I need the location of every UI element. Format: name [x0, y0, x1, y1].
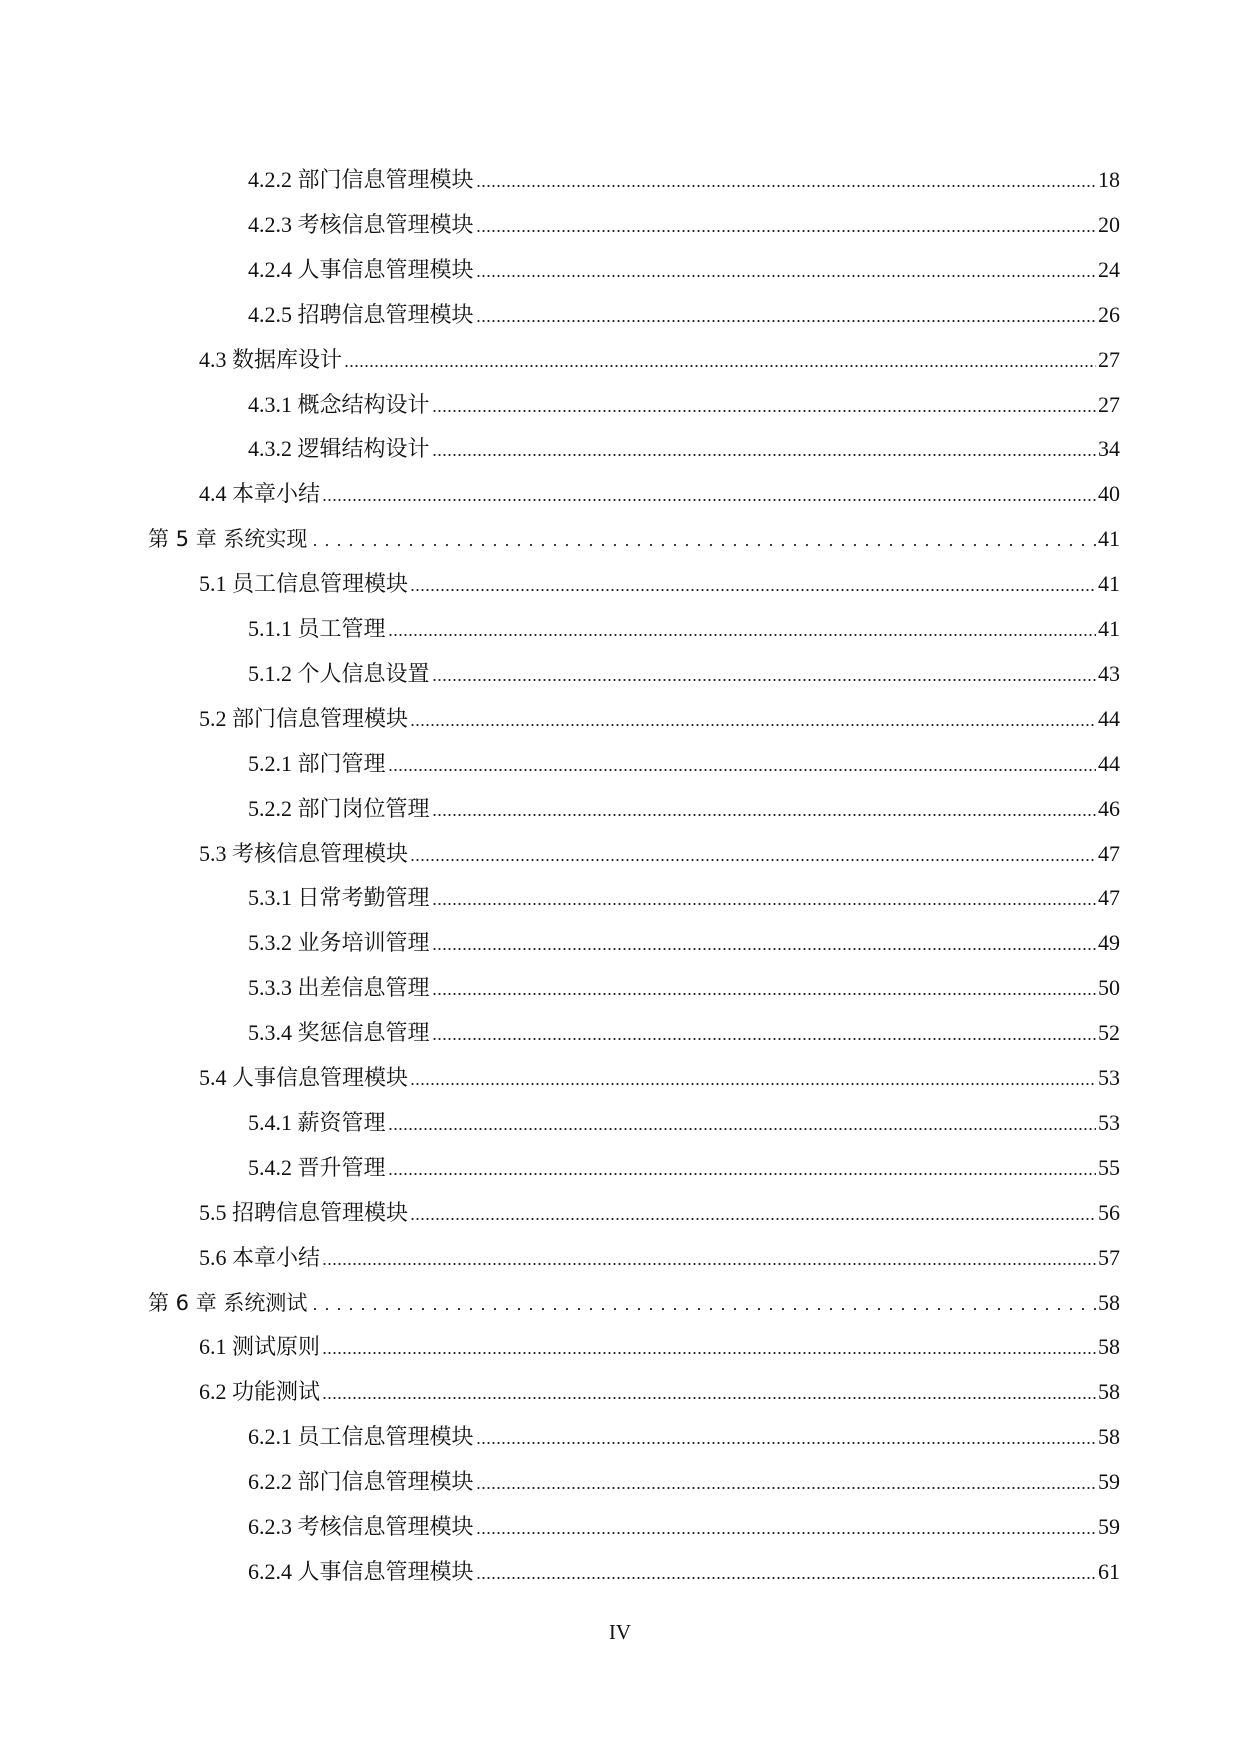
toc-entry-title: 5.6 本章小结 — [199, 1244, 321, 1270]
toc-entry-title: 4.3.2 逻辑结构设计 — [248, 436, 430, 462]
toc-entry-page: 59 — [1098, 1514, 1120, 1539]
dot-leader — [309, 543, 1096, 547]
dot-leader — [432, 453, 1096, 457]
dot-leader — [410, 1217, 1096, 1221]
toc-entry-page: 58 — [1098, 1379, 1120, 1405]
toc-entry-page: 18 — [1098, 167, 1120, 192]
toc-entry-title: 5.3.3 出差信息管理 — [248, 975, 430, 1001]
toc-entry[interactable] — [0, 1512, 1120, 1542]
toc-entry-page: 41 — [1098, 571, 1120, 597]
toc-entry-page: 50 — [1098, 975, 1120, 1001]
toc-entry-page: 49 — [1098, 930, 1120, 956]
toc-entry-title: 6.2.2 部门信息管理模块 — [248, 1469, 474, 1495]
toc-chapter-entry[interactable] — [0, 524, 1120, 554]
toc-entry-title: 5.1.2 个人信息设置 — [248, 660, 430, 686]
toc-entry-title: 5.3.1 日常考勤管理 — [248, 885, 430, 911]
toc-entry[interactable] — [0, 749, 1120, 779]
toc-entry[interactable] — [0, 883, 1120, 913]
toc-entry-page: 26 — [1098, 301, 1120, 327]
toc-entry-title: 4.3.1 概念结构设计 — [248, 391, 430, 417]
dot-leader — [432, 409, 1096, 413]
toc-entry-title: 4.3 数据库设计 — [199, 346, 343, 372]
toc-entry[interactable] — [0, 1063, 1120, 1093]
toc-entry-title: 4.2.2 部门信息管理模块 — [248, 167, 474, 192]
dot-leader — [432, 678, 1096, 682]
dot-leader — [476, 274, 1096, 278]
toc-entry-title: 4.2.3 考核信息管理模块 — [248, 211, 474, 237]
toc-entry-page: 61 — [1098, 1558, 1120, 1584]
toc-entry-title: 5.4 人事信息管理模块 — [199, 1065, 409, 1090]
toc-entry[interactable] — [0, 390, 1120, 420]
toc-entry[interactable] — [0, 1108, 1120, 1138]
toc-entry-page: 27 — [1098, 346, 1120, 372]
toc-entry[interactable] — [0, 1243, 1120, 1273]
dot-leader — [309, 1307, 1096, 1311]
toc-entry-title: 6.1 测试原则 — [199, 1334, 321, 1360]
toc-entry-page: 40 — [1098, 481, 1120, 507]
toc-entry[interactable] — [0, 659, 1120, 689]
dot-leader — [388, 1127, 1096, 1131]
toc-entry[interactable] — [0, 973, 1120, 1003]
dot-leader — [322, 1262, 1096, 1266]
toc-entry-page: 56 — [1098, 1199, 1120, 1225]
toc-chapter-entry[interactable] — [0, 1288, 1120, 1318]
toc-entry-page: 55 — [1098, 1154, 1120, 1180]
toc-entry-page: 53 — [1098, 1065, 1120, 1090]
toc-entry-title: 6.2.4 人事信息管理模块 — [248, 1558, 474, 1584]
toc-entry[interactable] — [0, 345, 1120, 375]
dot-leader — [322, 1396, 1096, 1400]
dot-leader — [476, 1576, 1096, 1580]
toc-entry[interactable] — [0, 255, 1120, 285]
toc-entry-title: 5.3 考核信息管理模块 — [199, 840, 409, 866]
dot-leader — [476, 1441, 1096, 1445]
dot-leader — [432, 1037, 1096, 1041]
dot-leader — [410, 858, 1096, 862]
toc-entry-title: 4.2.5 招聘信息管理模块 — [248, 301, 474, 327]
dot-leader — [432, 992, 1096, 996]
page-number: IV — [608, 1620, 632, 1644]
dot-leader — [476, 184, 1096, 188]
dot-leader — [432, 902, 1096, 906]
toc-entry[interactable] — [0, 434, 1120, 464]
dot-leader — [322, 498, 1096, 502]
toc-entry-page: 44 — [1098, 705, 1120, 731]
dot-leader — [344, 364, 1096, 368]
toc-entry-title: 4.2.4 人事信息管理模块 — [248, 256, 474, 282]
toc-entry-page: 59 — [1098, 1469, 1120, 1495]
toc-entry[interactable] — [0, 794, 1120, 824]
toc-entry-page: 20 — [1098, 211, 1120, 237]
toc-entry-title: 5.1 员工信息管理模块 — [199, 571, 409, 597]
toc-entry[interactable] — [0, 569, 1120, 599]
dot-leader — [432, 813, 1096, 817]
dot-leader — [410, 588, 1096, 592]
toc-entry-page: 58 — [1098, 1334, 1120, 1360]
toc-entry-page: 57 — [1098, 1244, 1120, 1270]
toc-entry-page: 58 — [1098, 1424, 1120, 1450]
toc-entry[interactable] — [0, 1557, 1120, 1587]
toc-entry[interactable] — [0, 1467, 1120, 1497]
dot-leader — [410, 723, 1096, 727]
toc-entry[interactable] — [0, 300, 1120, 330]
toc-entry-title: 5.3.2 业务培训管理 — [248, 930, 430, 956]
dot-leader — [476, 1486, 1096, 1490]
toc-entry-title: 6.2.1 员工信息管理模块 — [248, 1424, 474, 1450]
toc-entry-title: 6.2.3 考核信息管理模块 — [248, 1514, 474, 1539]
toc-entry[interactable] — [0, 210, 1120, 240]
toc-entry-page: 44 — [1098, 750, 1120, 776]
toc-entry[interactable] — [0, 1153, 1120, 1183]
toc-entry-page: 58 — [1098, 1289, 1120, 1315]
toc-entry-page: 46 — [1098, 795, 1120, 821]
dot-leader — [322, 1351, 1096, 1355]
toc-entry-page: 24 — [1098, 256, 1120, 282]
toc-entry-page: 41 — [1098, 616, 1120, 641]
toc-entry[interactable] — [0, 704, 1120, 734]
toc-entry-title: 5.2.2 部门岗位管理 — [248, 795, 430, 821]
dot-leader — [476, 1531, 1096, 1535]
toc-entry-title: 5.4.1 薪资管理 — [248, 1109, 386, 1135]
toc-entry-page: 41 — [1098, 526, 1120, 552]
toc-entry[interactable] — [0, 1377, 1120, 1407]
dot-leader — [410, 1082, 1096, 1086]
toc-entry-page: 34 — [1098, 436, 1120, 462]
toc-entry[interactable] — [0, 1422, 1120, 1452]
dot-leader — [388, 768, 1096, 772]
dot-leader — [432, 947, 1096, 951]
toc-entry-title: 5.1.1 员工管理 — [248, 616, 386, 641]
toc-entry-page: 52 — [1098, 1020, 1120, 1046]
toc-entry-title: 5.2 部门信息管理模块 — [199, 705, 409, 731]
toc-entry[interactable] — [0, 1332, 1120, 1362]
toc-entry-title: 5.3.4 奖惩信息管理 — [248, 1020, 430, 1046]
toc-entry-title: 5.2.1 部门管理 — [248, 750, 386, 776]
toc-entry-page: 47 — [1098, 840, 1120, 866]
toc-entry[interactable] — [0, 479, 1120, 509]
toc-entry[interactable] — [0, 614, 1120, 644]
toc-entry-page: 53 — [1098, 1109, 1120, 1135]
toc-entry[interactable] — [0, 1198, 1120, 1228]
toc-entry-title: 第 6 章 系统测试 — [148, 1290, 308, 1315]
toc-entry-title: 第 5 章 系统实现 — [148, 527, 308, 552]
toc-entry-page: 47 — [1098, 885, 1120, 911]
toc-entry[interactable] — [0, 928, 1120, 958]
dot-leader — [476, 229, 1096, 233]
toc-entry-title: 6.2 功能测试 — [199, 1379, 321, 1405]
dot-leader — [388, 1172, 1096, 1176]
toc-entry-page: 27 — [1098, 391, 1120, 417]
toc-entry[interactable] — [0, 165, 1120, 195]
toc-entry-title: 4.4 本章小结 — [199, 481, 321, 507]
toc-entry[interactable] — [0, 1018, 1120, 1048]
toc-entry[interactable] — [0, 839, 1120, 869]
toc-entry-page: 43 — [1098, 660, 1120, 686]
toc-entry-title: 5.4.2 晋升管理 — [248, 1154, 386, 1180]
dot-leader — [388, 633, 1096, 637]
dot-leader — [476, 319, 1096, 323]
toc-entry-title: 5.5 招聘信息管理模块 — [199, 1199, 409, 1225]
